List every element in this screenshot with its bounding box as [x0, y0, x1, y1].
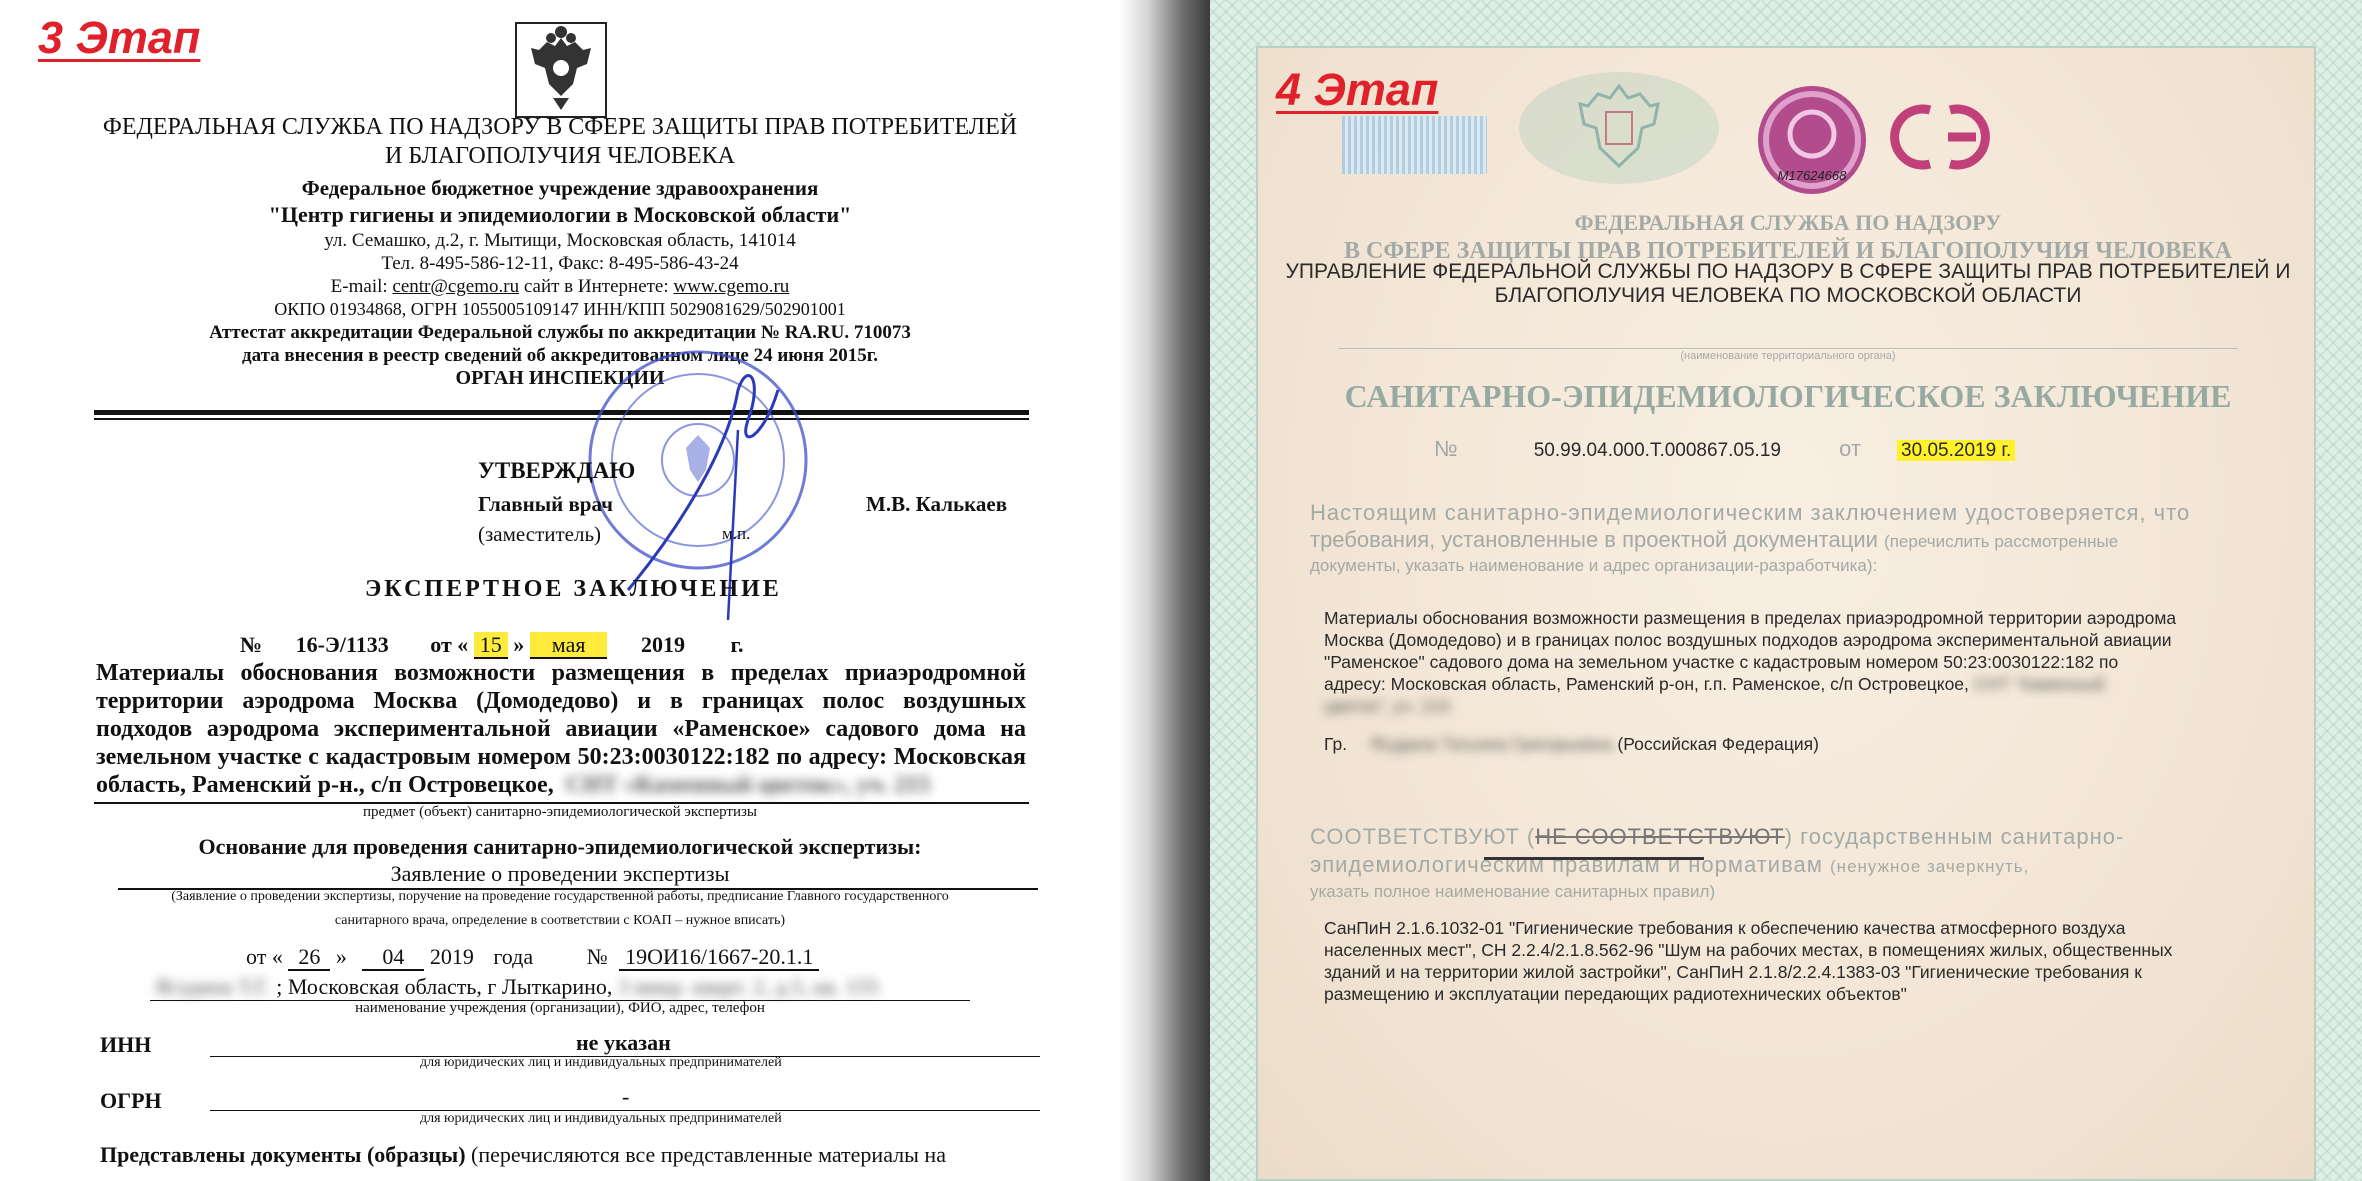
- request-number: 19ОИ16/1667-20.1.1: [619, 944, 819, 971]
- conformity-line-2: эпидемиологическим правилам и нормативам (ненужное зачеркнуть,: [1310, 852, 2030, 877]
- basis-caption-2: санитарного врача, определение в соответствии с КОАП – нужное вписать): [334, 913, 786, 928]
- certify-line-3: документы, указать наименование и адрес организации-разработчика):: [1310, 556, 1878, 575]
- approve-role: Главный врач: [478, 492, 613, 516]
- request-day: 26: [288, 944, 330, 971]
- approve-stamp-place: м.п.: [722, 524, 751, 543]
- faded-emblem-icon: [1514, 68, 1724, 188]
- ogrn-value: -: [622, 1084, 630, 1109]
- subject-line-1: Материалы обоснования возможности размещения в пределах приаэродромной: [96, 660, 1026, 686]
- header-accreditation: Аттестат аккредитации Федеральной службы по аккредитации № RA.RU. 710073: [209, 322, 911, 343]
- citizen-line: Гр. Ягудина Татьяна Григорьевна (Российская Федерация): [1324, 734, 1819, 754]
- approve-deputy: (заместитель): [478, 522, 602, 546]
- redacted-applicant-address: 3 микр. кварт. 2, д.5, кв. 155: [617, 974, 879, 999]
- applicant-line: Ягудина Т.Г. ; Московская область, г Лыткарино, 3 микр. кварт. 2, д.5, кв. 155: [155, 974, 879, 999]
- certify-line-2: требования, установленные в проектной документации (перечислить рассмотренные: [1310, 527, 2119, 552]
- office-line-2: БЛАГОПОЛУЧИЯ ЧЕЛОВЕКА ПО МОСКОВСКОЙ ОБЛАСТИ: [1494, 284, 2082, 307]
- approve-title: УТВЕРЖДАЮ: [478, 458, 636, 483]
- conclusion-title: ЭКСПЕРТНОЕ ЗАКЛЮЧЕНИЕ: [365, 576, 782, 602]
- subject-line-3: подходов аэродрома экспериментальной авиации «Раменское» садового дома на: [96, 716, 1026, 742]
- materials-line-1: Материалы обоснования возможности размещения в пределах приаэродромной территории аэродрома: [1324, 608, 2177, 628]
- ogrn-label: ОГРН: [100, 1088, 162, 1113]
- certification-mark-icon: [1890, 100, 1990, 174]
- certificate-title: САНИТАРНО-ЭПИДЕМИОЛОГИЧЕСКОЕ ЗАКЛЮЧЕНИЕ: [1344, 378, 2232, 414]
- request-date-line: от « 26 » 04 2019 года № 19ОИ16/1667-20.1.1: [246, 944, 819, 970]
- subject-line-4: земельном участке с кадастровым номером 50:23:0030122:182 по адресу: Московская: [96, 744, 1026, 770]
- certify-line-1: Настоящим санитарно-эпидемиологическим заключением удостоверяется, что: [1310, 500, 2191, 525]
- sanpin-line-4: размещению и эксплуатации передающих радиотехнических объектов": [1324, 984, 1907, 1004]
- expert-conclusion-document: [0, 0, 1120, 1181]
- conformity-line-3: указать полное наименование санитарных правил): [1310, 882, 1716, 901]
- documents-line: Представлены документы (образцы) (перечисляются все представленные материалы на: [100, 1142, 946, 1167]
- sanpin-line-3: зданий и на территории жилой застройки", СанПиН 2.1.8/2.2.4.1383-03 "Гигиенические требования к: [1324, 962, 2142, 982]
- header-service-line2: И БЛАГОПОЛУЧИЯ ЧЕЛОВЕКА: [385, 143, 735, 169]
- materials-line-3: "Раменское" садового дома на земельном участке с кадастровым номером 50:23:0030122:182 по: [1324, 652, 2119, 672]
- conformity-line-1: СООТВЕТСТВУЮТ (НЕ СООТВЕТСТВУЮТ) государственным санитарно-: [1310, 824, 2125, 849]
- sanpin-line-2: населенных мест", СН 2.2.4/2.1.8.562-96 "Шум на рабочих местах, в помещениях жилых, общественных: [1324, 940, 2173, 960]
- header-okpo: ОКПО 01934868, ОГРН 1055005109147 ИНН/КПП 5029081629/502901001: [274, 299, 846, 319]
- conclusion-month: мая: [530, 632, 608, 659]
- header-inspection-body: ОРГАН ИНСПЕКЦИИ: [455, 367, 665, 389]
- subject-line-2: территории аэродрома Москва (Домодедово) и в границах полос воздушных: [96, 688, 1026, 714]
- svg-text:M17624668: M17624668: [1777, 168, 1847, 183]
- inn-value: не указан: [576, 1030, 671, 1055]
- struck-not-conform: НЕ СООТВЕТСТВУЮТ: [1535, 824, 1785, 849]
- inn-caption: для юридических лиц и индивидуальных предпринимателей: [420, 1055, 782, 1070]
- approve-signer-name: М.В. Калькаев: [866, 492, 1008, 516]
- basis-value: Заявление о проведении экспертизы: [390, 861, 730, 886]
- redacted-plot-address: СНТ «Каменный цветок», уч. 215: [565, 772, 931, 798]
- sanitary-certificate-document: [1210, 0, 2362, 1181]
- header-registry-date: дата внесения в реестр сведений об аккредитованном лице 24 июня 2015г.: [241, 345, 879, 366]
- header-divider-thick: [94, 410, 1029, 415]
- certificate-number: 50.99.04.000.Т.000867.05.19: [1533, 440, 1781, 461]
- office-underline: [1338, 348, 2238, 349]
- conclusion-day: 15: [474, 632, 508, 659]
- service-line-1: ФЕДЕРАЛЬНАЯ СЛУЖБА ПО НАДЗОРУ: [1574, 210, 2002, 235]
- redacted-applicant-name: Ягудина Т.Г.: [155, 974, 271, 999]
- header-institution-line: Федеральное бюджетное учреждение здравоохранения: [301, 176, 819, 200]
- sanpin-line-1: СанПиН 2.1.6.1032-01 "Гигиенические требования к обеспечению качества атмосферного воздуха: [1324, 918, 2126, 938]
- email-link[interactable]: centr@cgemo.ru: [392, 276, 520, 297]
- certificate-date: 30.05.2019 г.: [1897, 440, 2015, 461]
- ogrn-caption: для юридических лиц и индивидуальных предпринимателей: [420, 1111, 782, 1126]
- redacted-plot-name: СНТ "Каменный: [1973, 674, 2105, 694]
- header-center-name: "Центр гигиены и эпидемиологии в Московской области": [268, 202, 852, 227]
- office-caption: (наименование территориального органа): [1680, 350, 1896, 362]
- header-divider-thin: [94, 418, 1029, 420]
- header-contacts: E-mail: centr@cgemo.ru сайт в Интернете: www.cgemo.ru: [330, 276, 790, 297]
- inn-label: ИНН: [100, 1032, 152, 1057]
- certificate-number-line: № 50.99.04.000.Т.000867.05.19 от 30.05.2019 г.: [1434, 436, 2015, 462]
- materials-line-5: [1324, 696, 1450, 717]
- page-shadow-gap: [1120, 0, 1210, 1181]
- materials-line-2: Москва (Домодедово) и в границах полос воздушных подходов аэродрома экспериментальной авиации: [1324, 630, 2172, 650]
- security-strip: [1342, 116, 1487, 174]
- redacted-plot-number: цветок", уч. 215: [1324, 696, 1451, 716]
- applicant-caption: наименование учреждения (организации), ФИО, адрес, телефон: [355, 1000, 765, 1016]
- header-service-line1: ФЕДЕРАЛЬНАЯ СЛУЖБА ПО НАДЗОРУ В СФЕРЕ ЗАЩИТЫ ПРАВ ПОТРЕБИТЕЛЕЙ: [102, 114, 1018, 140]
- subject-line-5: область, Раменский р-н., с/п Островецкое, СНТ «Каменный цветок», уч. 215: [96, 772, 931, 798]
- service-line-2: В СФЕРЕ ЗАЩИТЫ ПРАВ ПОТРЕБИТЕЛЕЙ И БЛАГОПОЛУЧИЯ ЧЕЛОВЕКА: [1344, 238, 2232, 264]
- office-line-1: УПРАВЛЕНИЕ ФЕДЕРАЛЬНОЙ СЛУЖБЫ ПО НАДЗОРУ В СФЕРЕ ЗАЩИТЫ ПРАВ ПОТРЕБИТЕЛЕЙ И: [1285, 260, 2291, 283]
- conclusion-number: 16-Э/1133: [295, 632, 389, 657]
- stage-3-label: 3 Этап: [38, 12, 201, 63]
- conclusion-number-line: № 16-Э/1133 от « 15 » мая 2019 г.: [240, 632, 744, 657]
- header-address: ул. Семашко, д.2, г. Мытищи, Московская область, 141014: [324, 230, 796, 251]
- website-link[interactable]: www.cgemo.ru: [673, 276, 790, 297]
- redacted-citizen-name: Ягудина Татьяна Григорьевна: [1369, 734, 1613, 754]
- header-phone: Тел. 8-495-586-12-11, Факс: 8-495-586-43-24: [381, 253, 739, 274]
- hologram-icon: [1752, 84, 1872, 200]
- materials-line-4: адресу: Московская область, Раменский р-он, г.п. Раменское, с/п Островецкое, СНТ "Каменный: [1324, 674, 2105, 694]
- certificate-inner-field: [1256, 46, 2316, 1181]
- basis-caption-1: (Заявление о проведении экспертизы, поручение на проведение государственной работы, предписание Главного государственного: [171, 889, 949, 904]
- request-month: 04: [362, 944, 424, 971]
- coat-of-arms-emblem: [515, 22, 607, 118]
- stage-4-label: 4 Этап: [1276, 64, 1439, 115]
- subject-caption: предмет (объект) санитарно-эпидемиологической экспертизы: [363, 804, 757, 820]
- basis-title: Основание для проведения санитарно-эпидемиологической экспертизы:: [198, 834, 922, 859]
